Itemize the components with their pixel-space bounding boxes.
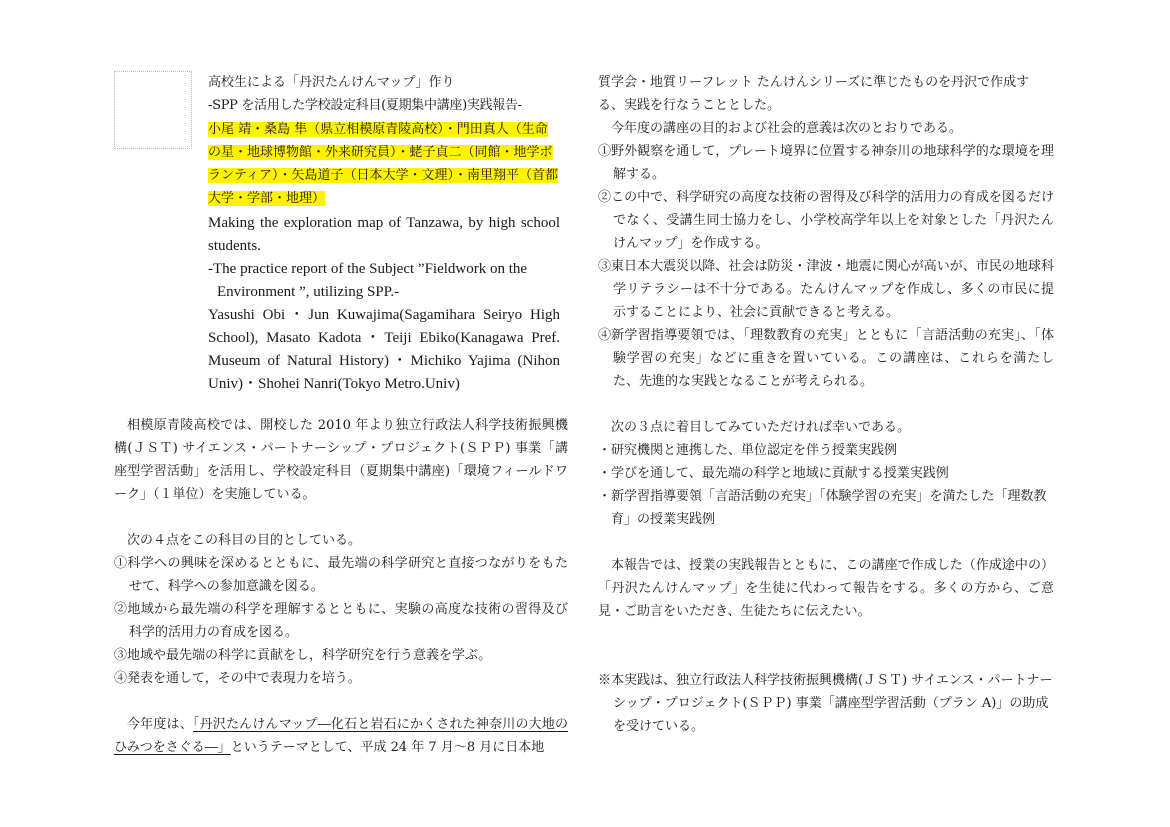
english-block: [208, 212, 560, 396]
purpose-item: ④発表を通して，その中で表現力を培う。: [114, 671, 361, 686]
funding-note: ※本実践は、独立行政法人科学技術振興機構(ＪＳＴ) サイエンス・パートナーシップ・プロジェクト(ＳＰＰ) 事業「講座型学習活動（プラン A)」の助成を受けている。: [598, 673, 1053, 734]
authors-jp-highlight: 小尾 靖・桑島 隼（県立相模原青陵高校）・門田真人（生命の星・地球博物館・外来研究員）・蛯子貞二（同館・地学ボランティア）・矢島道子（日本大学・文理）・南里翔平（首都大学・学部・地理）: [208, 122, 558, 206]
authors-jp: [208, 118, 560, 210]
header-block: [208, 71, 560, 396]
purpose-item: ②地域から最先端の科学を理解するとともに、実験の高度な技術の習得及び科学的活用力の育成を図る。: [114, 602, 568, 640]
purpose-item: ③地域や最先端の科学に貢献をし，科学研究を行う意義を学ぶ。: [114, 648, 492, 663]
significance-item: ④新学習指導要領では、｢理数教育の充実」とともに「言語活動の充実」、｢体験学習の充実」などに重きを置いている。この講座は、これらを満たした、先進的な実践となることが考えられる。: [598, 328, 1054, 389]
subtitle-en-line1: -The practice report of the Subject ”Fieldwork on the: [208, 261, 528, 277]
intro-paragraph: 相模原青陵高校では、開校した 2010 年より独立行政法人科学技術振興機構(ＪＳＴ) サイエンス・パートナーシップ・プロジェクト(ＳＰＰ) 事業「講座型学習活動」を活用し、学校設定科目（夏期集中講座)「環境フィールドワーク」（１単位）を実施している。: [114, 418, 568, 502]
right-column: [598, 71, 1054, 738]
left-column: [114, 414, 568, 759]
significance-item: ①野外観察を通して，プレート境界に位置する神奈川の地球科学的な環境を理解する。: [598, 144, 1054, 182]
focus-item: ・学びを通して、最先端の科学と地域に貢献する授業実践例: [598, 466, 949, 481]
subtitle-jp: -SPP を活用した学校設定科目(夏期集中講座)実践報告-: [208, 98, 522, 113]
significance-item: ③東日本大震災以降、社会は防災・津波・地震に関心が高いが、市民の地球科学リテラシーは不十分である。たんけんマップを作成し、多くの市民に提示することにより、社会に貢献できると考える。: [598, 259, 1054, 320]
focus-item: ・研究機関と連携した、単位認定を伴う授業実践例: [598, 443, 898, 458]
significance-item: ②この中で、科学研究の高度な技術の習得及び科学的活用力の育成を図るだけでなく、受講生同士協力をし、小学校高学年以上を対象とした「丹沢たんけんマップ」を作成する。: [598, 190, 1054, 251]
image-placeholder: [114, 71, 192, 149]
theme-paragraph: [114, 713, 568, 759]
title-jp: 高校生による「丹沢たんけんマップ」作り: [208, 75, 455, 90]
purpose-lead: 次の４点をこの科目の目的としている。: [127, 533, 362, 548]
subtitle-en-line2: Environment ”, utilizing SPP.-: [217, 284, 400, 300]
theme-post: というテーマとして、平成 24 年 7 月〜8 月に日本地: [230, 740, 545, 755]
focus-item: ・新学習指導要領「言語活動の充実｣「体験学習の充実」を満たした「理数教育」の授業実践例: [598, 489, 1047, 527]
purpose-item: ①科学への興味を深めるとともに、最先端の科学研究と直接つながりをもたせて、科学への参加意識を図る。: [114, 556, 568, 594]
theme-title: 「丹沢たんけんマップ―化石と岩石にかくされた神奈川の大地のひみつをさぐる―」: [114, 717, 568, 755]
focus-lead: 次の３点に着目してみていただければ幸いである。: [611, 420, 911, 435]
significance-lead: 今年度の講座の目的および社会的意義は次のとおりである。: [611, 121, 963, 136]
report-paragraph: 本報告では、授業の実践報告とともに、この講座で作成した（作成途中の）「丹沢たんけんマップ」を生徒に代わって報告をする。多くの方から、ご意見・ご助言をいただき、生徒たちに伝えたい。: [598, 558, 1054, 619]
continuation-paragraph: 質学会・地質リーフレット たんけんシリーズに準じたものを丹沢で作成する、実践を行なうこととした。: [598, 75, 1030, 113]
title-en: Making the exploration map of Tanzawa, by high school students.: [208, 215, 560, 254]
authors-en: Yasushi Obi・Jun Kuwajima(Sagamihara Seiryo High School), Masato Kadota・Teiji Ebiko(Kanagawa Pref. Museum of Natural History)・Michiko Yajima (Nihon Univ)・Shohei Nanri(Tokyo Metro.Univ): [208, 307, 560, 392]
theme-pre: 今年度は、: [127, 717, 193, 732]
